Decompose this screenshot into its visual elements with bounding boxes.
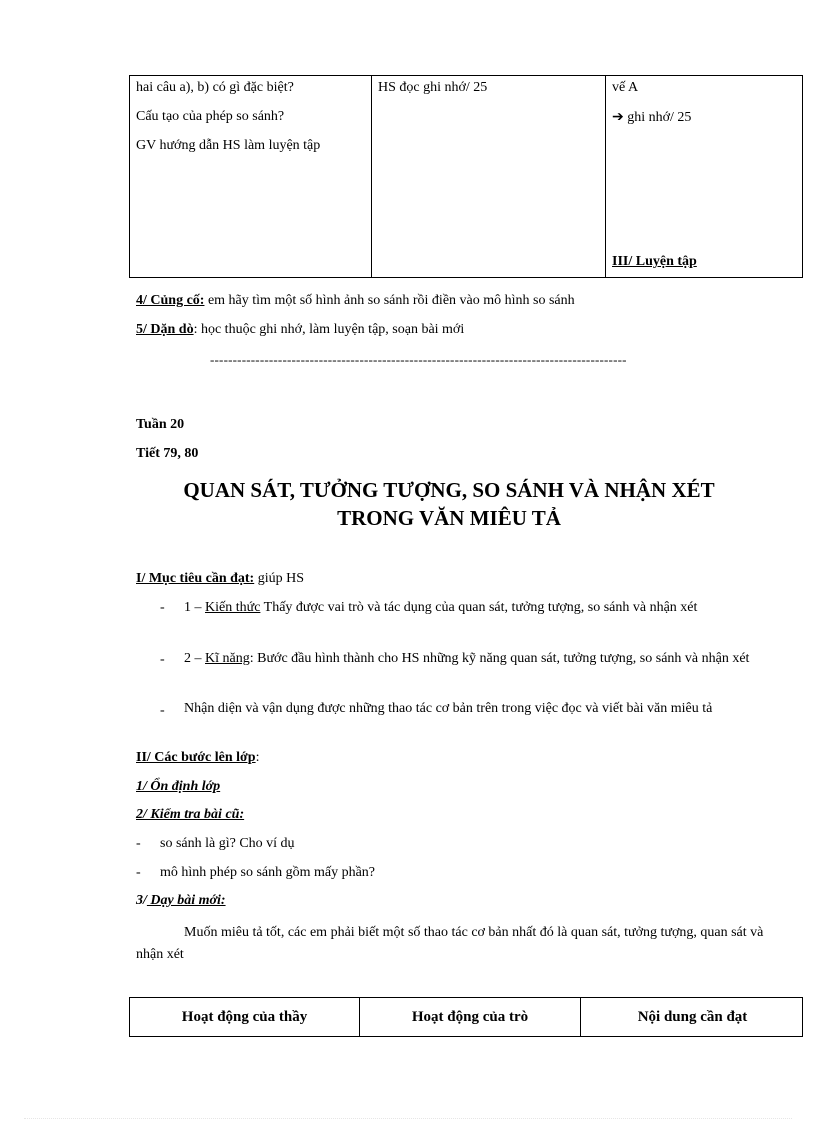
bullet-dash: - bbox=[160, 600, 165, 615]
top-table-col-student bbox=[372, 76, 606, 277]
header-teacher-activity: Hoạt động của thầy bbox=[130, 998, 360, 1036]
top-table-cell-text: GV hướng dẫn HS làm luyện tập bbox=[136, 138, 321, 153]
consolidation-line bbox=[136, 293, 575, 309]
homework-label: 5/ Dặn dò bbox=[136, 322, 194, 337]
top-table-cell-text: Cấu tạo của phép so sánh? bbox=[136, 109, 285, 124]
objective-prefix: 1 – bbox=[184, 600, 205, 615]
top-table-col-teacher bbox=[130, 76, 372, 277]
review-question: mô hình phép so sánh gồm mấy phần? bbox=[160, 865, 376, 880]
bullet-dash: - bbox=[136, 865, 141, 880]
objective-item bbox=[184, 698, 764, 720]
top-table-cell-text: hai câu a), b) có gì đặc biệt? bbox=[136, 80, 294, 95]
bullet-dash: - bbox=[160, 652, 165, 667]
intro-paragraph: Muốn miêu tả tốt, các em phải biết một số thao tác cơ bản nhất đó là quan sát, tưởng tượng, quan sát và nhận xét bbox=[136, 925, 764, 962]
top-table-col-content bbox=[606, 76, 804, 277]
period-label: Tiết 79, 80 bbox=[136, 446, 199, 461]
bullet-dash: - bbox=[160, 703, 165, 718]
consolidation-text: em hãy tìm một số hình ảnh so sánh rồi điền vào mô hình so sánh bbox=[204, 293, 575, 308]
objective-item bbox=[184, 597, 764, 619]
top-table-cell-text bbox=[612, 109, 691, 126]
header-student-activity: Hoạt động của trò bbox=[360, 998, 581, 1036]
objective-text: Thấy được vai trò và tác dụng của quan sát, tưởng tượng, so sánh và nhận xét bbox=[260, 600, 698, 615]
steps-colon: : bbox=[255, 750, 260, 765]
homework-line bbox=[136, 322, 464, 338]
separator-line: -------------------------------------------------------------------------------------------- bbox=[210, 352, 627, 367]
section-heading-practice: III/ Luyện tập bbox=[612, 254, 697, 269]
objective-item bbox=[184, 648, 764, 670]
top-table-cell-text: ghi nhớ/ 25 bbox=[627, 110, 692, 125]
arrow-right-icon: ➔ bbox=[612, 110, 624, 125]
step-3-label: Dạy bài mới: bbox=[146, 893, 226, 908]
step-1: 1/ Ổn định lớp bbox=[136, 779, 221, 794]
objective-term: Kĩ năng bbox=[205, 651, 250, 666]
header-content: Nội dung cần đạt bbox=[637, 1008, 748, 1025]
bullet-dash: - bbox=[136, 836, 141, 851]
steps-heading bbox=[136, 750, 259, 766]
step-3-number: 3/ bbox=[136, 893, 147, 908]
objectives-label: I/ Mục tiêu cần đạt: bbox=[136, 571, 255, 586]
consolidation-label: 4/ Củng cố: bbox=[136, 293, 205, 308]
objective-text: : Bước đầu hình thành cho HS những kỹ năng quan sát, tưởng tượng, so sánh và nhận xét bbox=[249, 651, 750, 666]
objective-text: Nhận diện và vận dụng được những thao tác cơ bản trên trong việc đọc và viết bài văn miêu tả bbox=[184, 701, 713, 716]
objective-term: Kiến thức bbox=[205, 600, 261, 615]
objectives-text: giúp HS bbox=[254, 571, 305, 586]
objectives-line bbox=[136, 571, 304, 587]
activities-table-header bbox=[129, 997, 803, 1037]
week-label: Tuần 20 bbox=[136, 417, 185, 432]
review-question: so sánh là gì? Cho ví dụ bbox=[160, 836, 295, 851]
steps-label: II/ Các bước lên lớp bbox=[136, 750, 256, 765]
objective-prefix: 2 – bbox=[184, 651, 205, 666]
top-table bbox=[129, 75, 803, 278]
top-table-cell-text: vế A bbox=[612, 80, 639, 95]
step-3 bbox=[136, 893, 226, 909]
lesson-subtitle: TRONG VĂN MIÊU TẢ bbox=[337, 506, 561, 530]
step-2: 2/ Kiểm tra bài cũ: bbox=[136, 807, 245, 822]
homework-text: : học thuộc ghi nhớ, làm luyện tập, soạn bài mới bbox=[193, 322, 465, 337]
page-footer-rule bbox=[24, 1118, 792, 1119]
top-table-cell-text: HS đọc ghi nhớ/ 25 bbox=[378, 80, 488, 95]
lesson-title: QUAN SÁT, TƯỞNG TƯỢNG, SO SÁNH VÀ NHẬN XÉT bbox=[183, 478, 715, 502]
